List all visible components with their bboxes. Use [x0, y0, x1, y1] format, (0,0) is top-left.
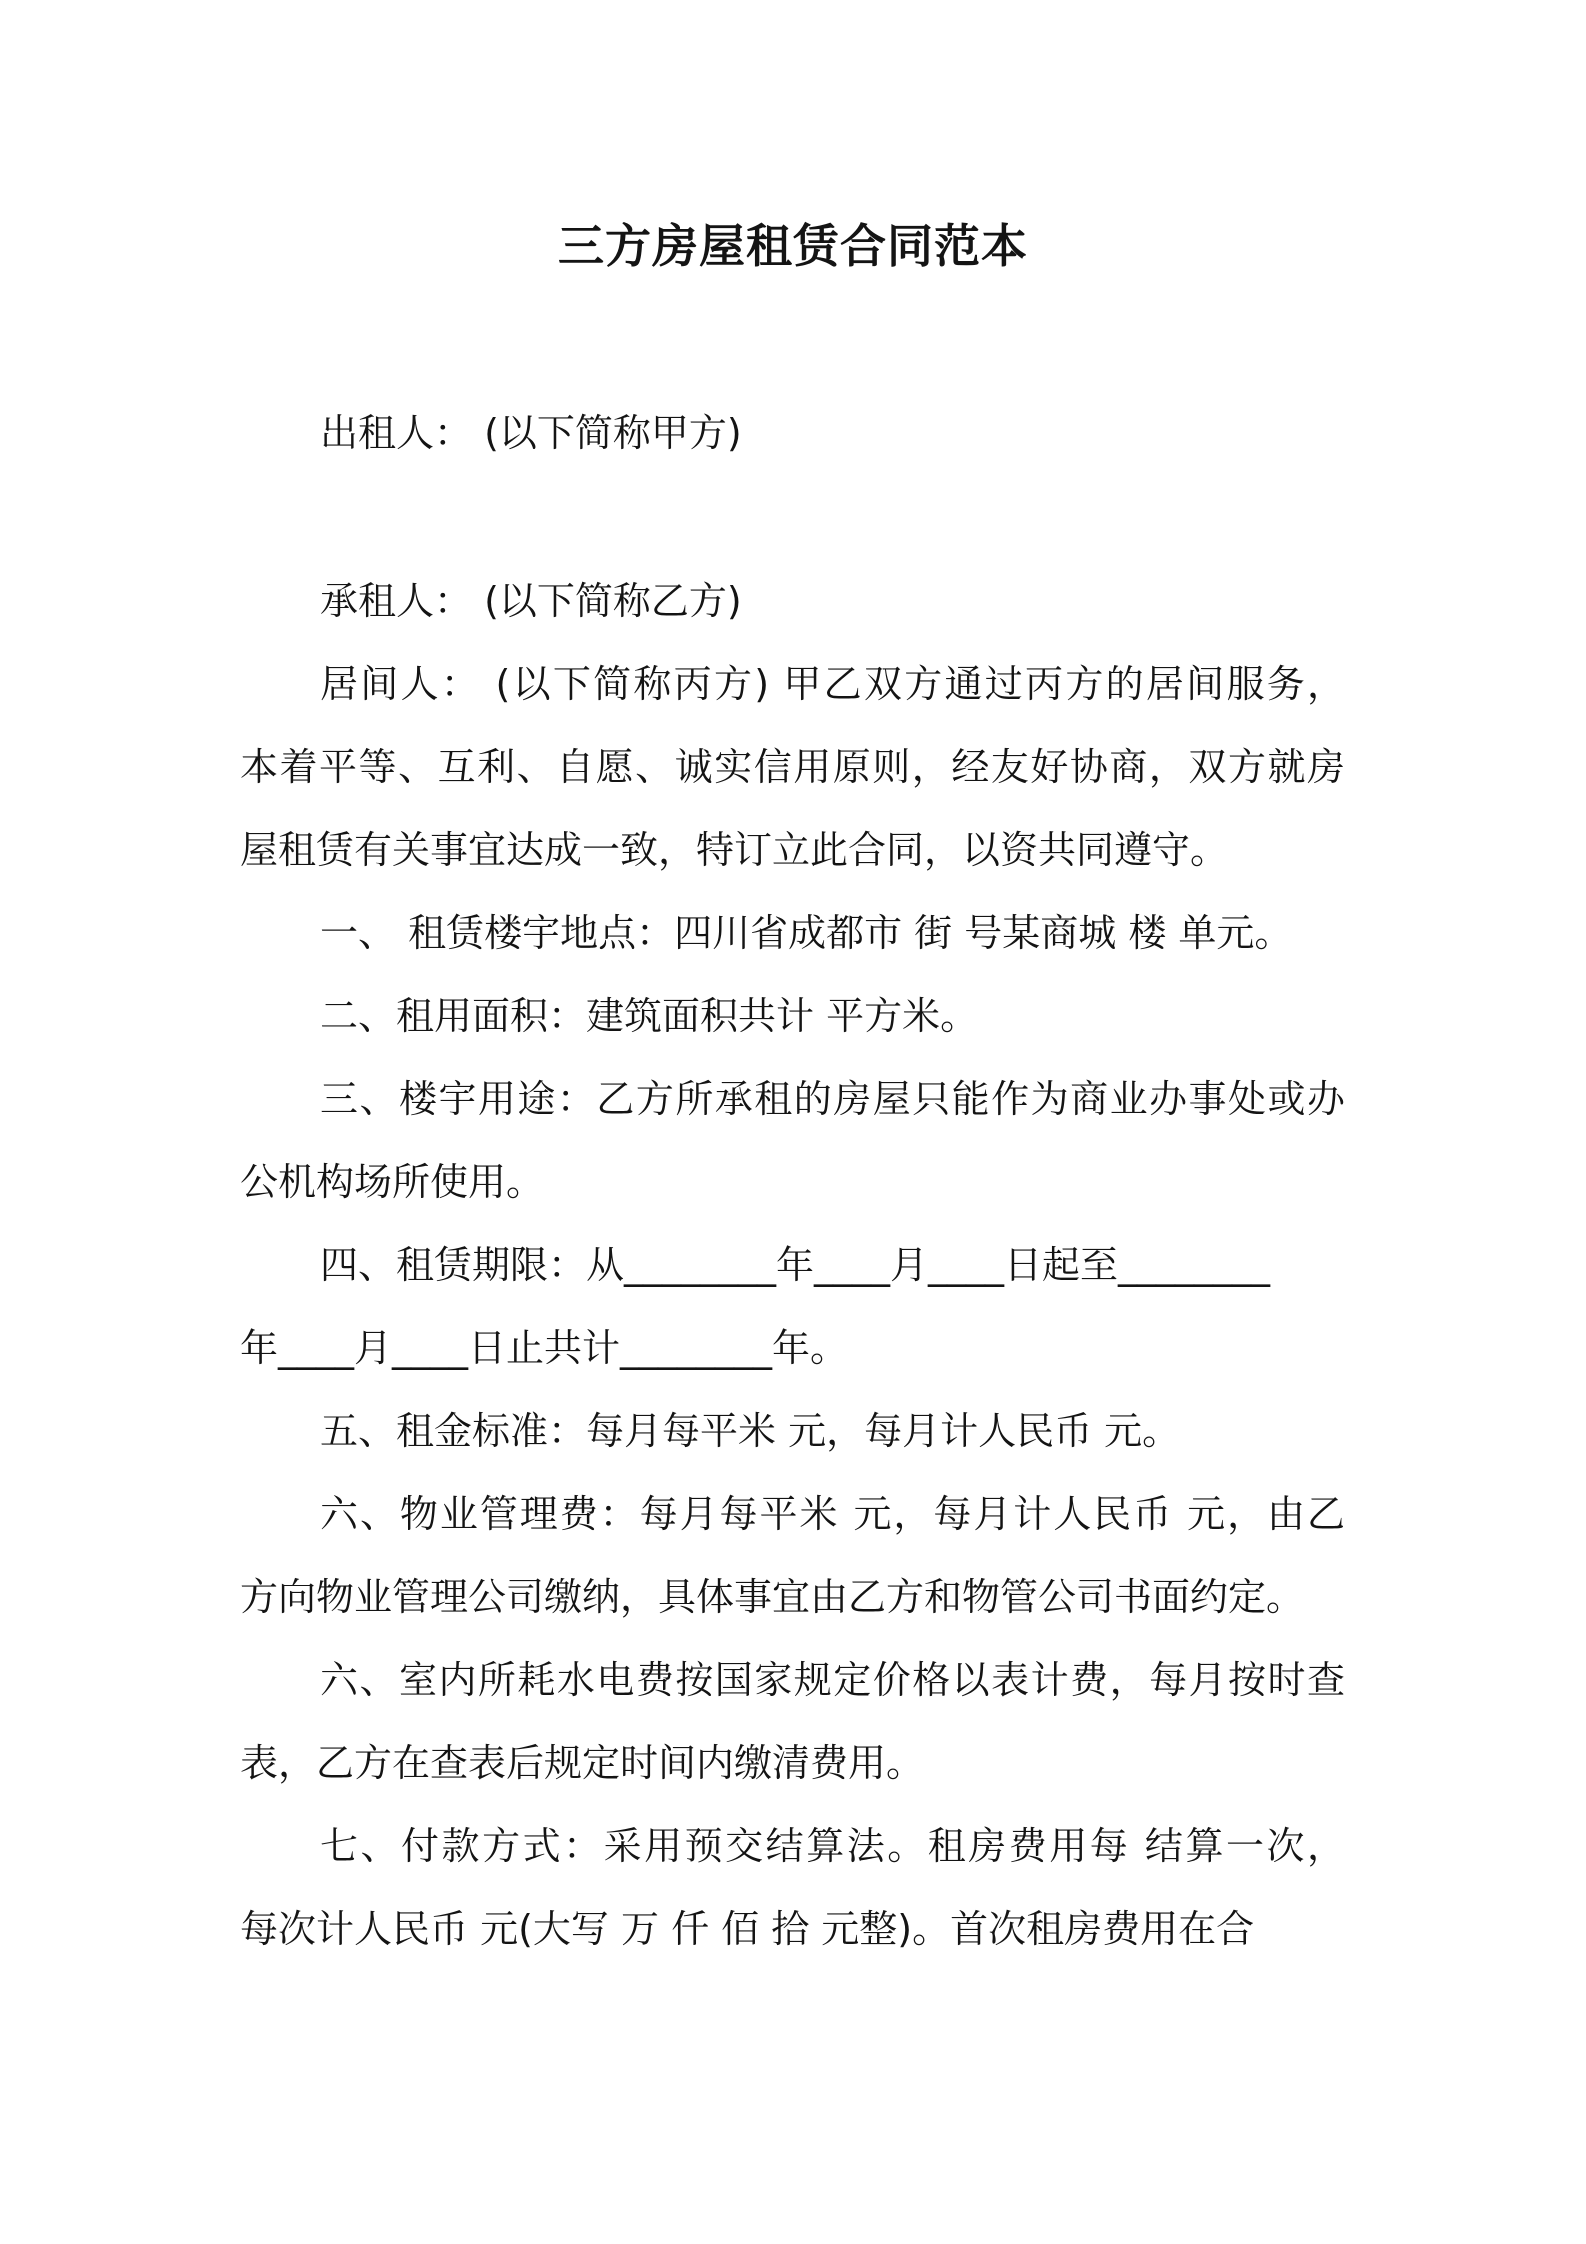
paragraph-line: 屋租赁有关事宜达成一致，特订立此合同，以资共同遵守。: [240, 828, 1229, 872]
clause-6-utilities: [240, 1639, 1345, 1805]
paragraph-lessee: [240, 560, 1345, 643]
paragraph-lessor: [240, 392, 1345, 475]
paragraph-line: 一、 租赁楼宇地点：四川省成都市 街 号某商城 楼 单元。: [320, 911, 1293, 955]
blank-line: [240, 475, 1345, 560]
clause-6-property-fee: [240, 1473, 1345, 1639]
paragraph-line: 方向物业管理公司缴纳，具体事宜由乙方和物管公司书面约定。: [240, 1575, 1305, 1619]
clause-2-area: [240, 975, 1345, 1058]
paragraph-line: 公机构场所使用。: [240, 1160, 545, 1204]
paragraph-line: 出租人： (以下简称甲方): [320, 411, 742, 455]
paragraph-line: 五、租金标准：每月每平米 元，每月计人民币 元。: [320, 1409, 1181, 1453]
paragraph-line: 年____月____日止共计________年。: [240, 1326, 849, 1370]
paragraph-line: 七、付款方式：采用预交结算法。租房费用每 结算一次，: [320, 1824, 1345, 1868]
paragraph-line: 每次计人民币 元(大写 万 仟 佰 拾 元整)。首次租房费用在合: [240, 1907, 1255, 1951]
paragraph-line: 本着平等、互利、自愿、诚实信用原则，经友好协商，双方就房: [240, 745, 1345, 789]
clause-4-term: [240, 1224, 1345, 1390]
paragraph-line: 四、租赁期限：从________年____月____日起至________: [320, 1243, 1271, 1287]
paragraph-line: 二、租用面积：建筑面积共计 平方米。: [320, 994, 979, 1038]
paragraph-line: 承租人： (以下简称乙方): [320, 579, 742, 623]
paragraph-line: 三、楼宇用途：乙方所承租的房屋只能作为商业办事处或办: [320, 1077, 1345, 1121]
paragraph-intermediary: [240, 643, 1345, 892]
clause-7-payment: [240, 1805, 1345, 1971]
page-title: 三方房屋租赁合同范本: [558, 219, 1028, 273]
clause-3-usage: [240, 1058, 1345, 1224]
paragraph-line: 居间人： (以下简称丙方) 甲乙双方通过丙方的居间服务，: [320, 662, 1345, 706]
paragraph-line: 六、室内所耗水电费按国家规定价格以表计费，每月按时查: [320, 1658, 1345, 1702]
clause-5-rent: [240, 1390, 1345, 1473]
paragraph-line: 六、物业管理费：每月每平米 元，每月计人民币 元，由乙: [320, 1492, 1345, 1536]
clause-1-location: [240, 892, 1345, 975]
paragraph-line: 表，乙方在查表后规定时间内缴清费用。: [240, 1741, 925, 1785]
document-body: [240, 392, 1345, 1971]
